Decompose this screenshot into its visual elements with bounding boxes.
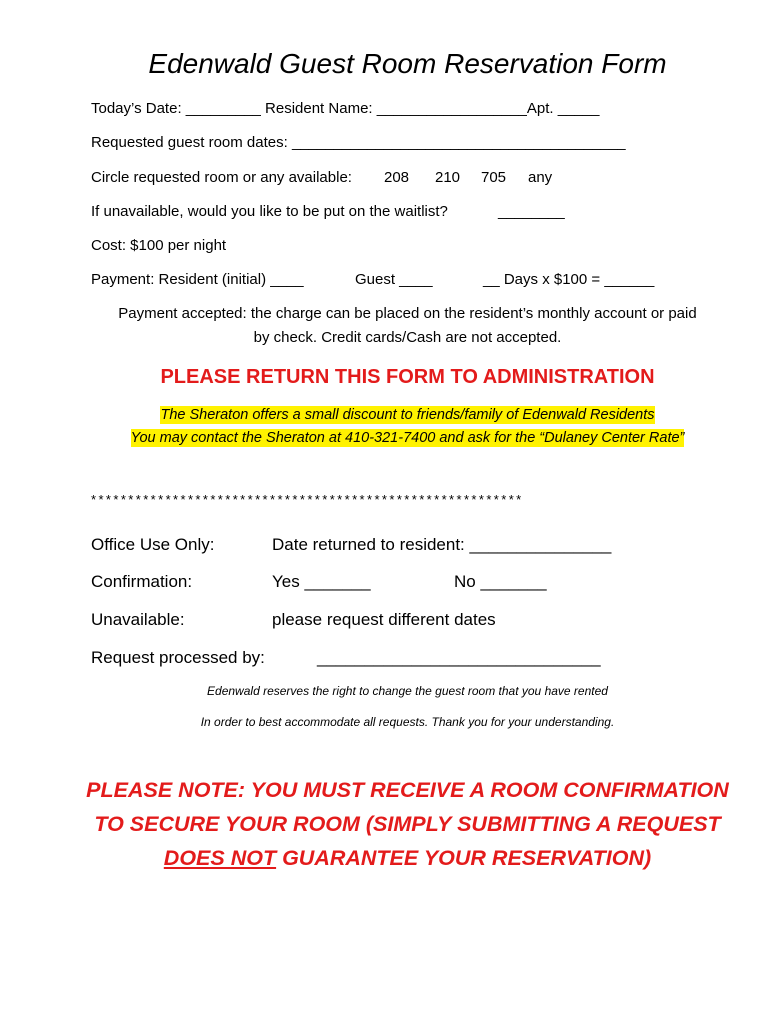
sheraton-discount-line [0, 407, 770, 423]
return-form-notice: PLEASE RETURN THIS FORM TO ADMINISTRATION [160, 366, 655, 388]
room-option-any: any [528, 169, 553, 186]
sheraton-line1-text: The Sheraton offers a small discount to friends/family of Edenwald Residents [160, 407, 655, 423]
date-returned-line: Date returned to resident: _______________ [272, 535, 612, 554]
separator-line: ********************************************************** [91, 492, 524, 507]
room-option-210: 210 [435, 169, 461, 186]
final-note-line2: TO SECURE YOUR ROOM (SIMPLY SUBMITTING A REQUEST [94, 812, 721, 836]
room-option-208: 208 [384, 169, 410, 186]
cost-line: Cost: $100 per night [91, 237, 227, 254]
final-note-line3 [0, 846, 770, 871]
office-use-label: Office Use Only: [91, 535, 215, 554]
final-note-line1: PLEASE NOTE: YOU MUST RECEIVE A ROOM CONFIRMATION [86, 778, 729, 802]
disclaimer-line1: Edenwald reserves the right to change the guest room that you have rented [207, 684, 608, 698]
final-note-line3-rest: GUARANTEE YOUR RESERVATION) [276, 846, 652, 870]
unavailable-label: Unavailable: [91, 610, 185, 629]
date-resident-line: Today’s Date: _________ Resident Name: __________________Apt. _____ [91, 100, 600, 117]
payment-note-line1: Payment accepted: the charge can be placed on the resident’s monthly account or paid [118, 305, 697, 322]
room-choice-label: Circle requested room or any available: [91, 169, 352, 186]
room-option-705: 705 [481, 169, 507, 186]
payment-days: __ Days x $100 = ______ [483, 271, 655, 288]
sheraton-contact-line [0, 430, 770, 446]
processed-by-label: Request processed by: [91, 648, 265, 667]
payment-resident: Payment: Resident (initial) ____ [91, 271, 304, 288]
payment-guest: Guest ____ [355, 271, 433, 288]
payment-note-line2: by check. Credit cards/Cash are not accepted. [253, 329, 562, 346]
waitlist-question: If unavailable, would you like to be put on the waitlist? [91, 203, 448, 220]
confirmation-yes: Yes _______ [272, 572, 371, 591]
confirmation-no: No _______ [454, 572, 547, 591]
does-not-emphasis: DOES NOT [163, 846, 277, 870]
disclaimer-line2: In order to best accommodate all requests. Thank you for your understanding. [200, 715, 615, 729]
form-title: Edenwald Guest Room Reservation Form [148, 48, 667, 79]
processed-by-blank: ______________________________ [317, 648, 601, 667]
waitlist-blank: ________ [498, 203, 565, 220]
confirmation-label: Confirmation: [91, 572, 193, 591]
sheraton-line2-text: You may contact the Sheraton at 410-321-7400 and ask for the “Dulaney Center Rate” [130, 430, 685, 446]
requested-dates-line: Requested guest room dates: ________________________________________ [91, 134, 626, 151]
unavailable-text: please request different dates [272, 610, 496, 629]
